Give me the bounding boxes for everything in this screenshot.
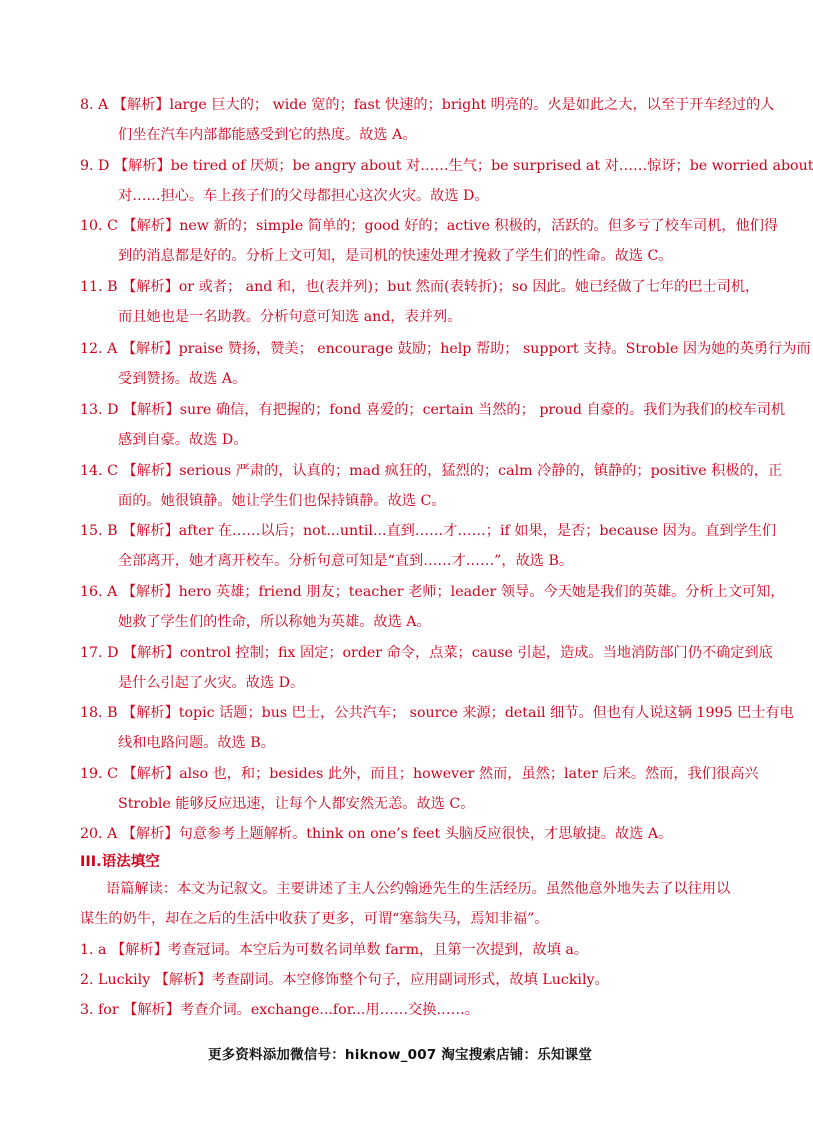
grammar-item-3 <box>80 995 730 1025</box>
answer-item-14 <box>80 456 783 516</box>
grammar-line: 1. a 【解析】考查冠词。本空后为可数名词单数 farm，且第一次提到，故填 a。 <box>80 942 589 958</box>
answer-line-continued: 面的。她很镇静。她让学生们也保持镇静。故选 C。 <box>118 493 446 509</box>
answer-line: 12. A 【解析】praise 赞扬，赞美； encourage 鼓励；help 帮助； support 支持。Stroble 因为她的英勇行为而 <box>80 341 811 357</box>
answer-line-continued: 受到赞扬。故选 A。 <box>118 371 247 387</box>
answer-item-11 <box>80 272 760 332</box>
section-heading: III.语法填空 <box>80 854 160 870</box>
answer-item-18 <box>80 698 794 758</box>
answer-line-continued: 全部离开，她才离开校车。分析句意可知是“直到……才……”，故选 B。 <box>118 553 574 569</box>
grammar-line: 2. Luckily 【解析】考查副词。本空修饰整个句子，应用副词形式，故填 Luckily。 <box>80 972 609 988</box>
answer-line-continued: 到的消息都是好的。分析上文可知，是司机的快速处理才挽救了学生们的性命。故选 C。 <box>118 248 673 264</box>
answer-item-12 <box>80 334 811 394</box>
answer-line-continued: 线和电路问题。故选 B。 <box>118 735 275 751</box>
answer-line: 14. C 【解析】serious 严肃的，认真的；mad 疯狂的，猛烈的；calm 冷静的，镇静的；positive 积极的，正 <box>80 463 783 479</box>
answer-line: 10. C 【解析】new 新的；simple 简单的；good 好的；active 积极的，活跃的。但多亏了校车司机，他们得 <box>80 218 779 234</box>
answer-line: 20. A 【解析】句意参考上题解析。think on one’s feet 头脑反应很快，才思敏捷。故选 A。 <box>80 826 673 842</box>
passage-intro-line: 语篇解读：本文为记叙文。主要讲述了主人公约翰逊先生的生活经历。虽然他意外地失去了以往用以 <box>106 881 731 897</box>
answer-line: 9. D 【解析】be tired of 厌烦；be angry about 对……生气；be surprised at 对……惊讶；be worried about <box>80 158 813 174</box>
grammar-item-2 <box>80 965 730 995</box>
grammar-line: 3. for 【解析】考查介词。exchange...for...用……交换……。 <box>80 1002 479 1018</box>
page-footer: 更多资料添加微信号：hiknow_007 淘宝搜索店铺：乐知课堂 <box>207 1047 593 1063</box>
answer-line: 19. C 【解析】also 也，和；besides 此外，而且；however 然而，虽然；later 后来。然而，我们很高兴 <box>80 766 759 782</box>
answer-line: 8. A 【解析】large 巨大的； wide 宽的；fast 快速的；bright 明亮的。火是如此之大，以至于开车经过的人 <box>80 97 775 113</box>
grammar-item-1 <box>80 935 730 965</box>
answer-line-continued: 是什么引起了火灾。故选 D。 <box>118 675 305 691</box>
answer-item-10 <box>80 211 779 271</box>
answer-item-9 <box>80 151 813 211</box>
answer-line: 18. B 【解析】topic 话题；bus 巴士，公共汽车； source 来源；detail 细节。但也有人说这辆 1995 巴士有电 <box>80 705 794 721</box>
answer-line: 11. B 【解析】or 或者； and 和，也(表并列)；but 然而(表转折)；so 因此。她已经做了七年的巴士司机， <box>80 279 760 295</box>
answer-line-continued: 对……担心。车上孩子们的父母都担心这次火灾。故选 D。 <box>118 188 489 204</box>
answer-line: 13. D 【解析】sure 确信，有把握的；fond 喜爱的；certain 当然的； proud 自豪的。我们为我们的校车司机 <box>80 402 786 418</box>
answer-line: 16. A 【解析】hero 英雄；friend 朋友；teacher 老师；leader 领导。今天她是我们的英雄。分析上文可知， <box>80 584 785 600</box>
answer-line-continued: 她救了学生们的性命，所以称她为英雄。故选 A。 <box>118 614 431 630</box>
answer-line-continued: 们坐在汽车内部都能感受到它的热度。故选 A。 <box>118 127 417 143</box>
passage-intro-line-continued: 谋生的奶牛，却在之后的生活中收获了更多，可谓“塞翁失马，焉知非福”。 <box>80 911 549 927</box>
answer-line-continued: 而且她也是一名助教。分析句意可知选 and，表并列。 <box>118 309 462 325</box>
answer-line-continued: Stroble 能够反应迅速，让每个人都安然无恙。故选 C。 <box>118 796 475 812</box>
answer-item-16 <box>80 577 785 637</box>
answer-item-19 <box>80 759 759 819</box>
answer-item-20 <box>80 819 730 849</box>
answer-line: 15. B 【解析】after 在……以后；not...until...直到……才……；if 如果，是否；because 因为。直到学生们 <box>80 523 777 539</box>
passage-intro <box>80 874 735 934</box>
answer-item-17 <box>80 638 773 698</box>
answer-item-15 <box>80 516 777 576</box>
answer-line-continued: 感到自豪。故选 D。 <box>118 432 248 448</box>
answer-item-13 <box>80 395 786 455</box>
answer-line: 17. D 【解析】control 控制；fix 固定；order 命令，点菜；cause 引起，造成。当地消防部门仍不确定到底 <box>80 645 773 661</box>
answer-item-8 <box>80 90 775 150</box>
